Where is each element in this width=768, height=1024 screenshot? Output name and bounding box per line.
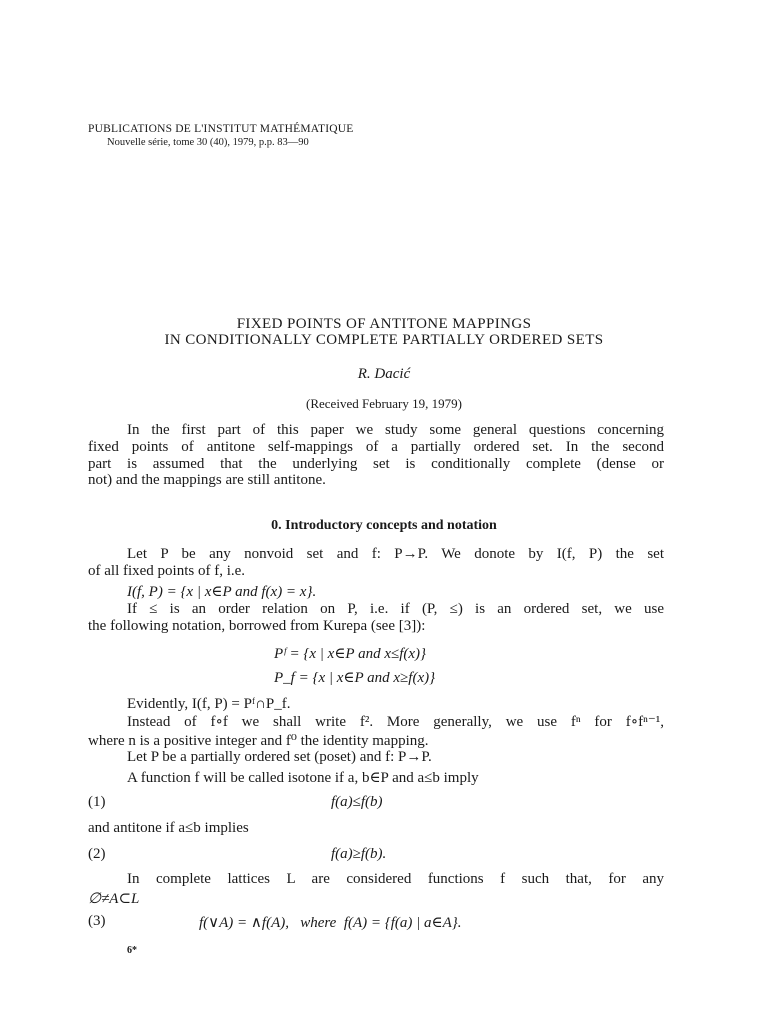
body-line-9: Let P be a partially ordered set (poset) and f: P→P. bbox=[127, 749, 432, 765]
abstract-line-1: In the first part of this paper we study some general questions concerning bbox=[127, 422, 664, 438]
body-line-6: Evidently, I(f, P) = Pᶠ∩P_f. bbox=[127, 696, 291, 712]
body-line-8: where n is a positive integer and f⁰ the identity mapping. bbox=[88, 733, 429, 749]
journal-name: PUBLICATIONS DE L'INSTITUT MATHÉMATIQUE bbox=[88, 123, 354, 135]
equation-number-3: (3) bbox=[88, 913, 106, 929]
paper-title-line-1: FIXED POINTS OF ANTITONE MAPPINGS bbox=[236, 316, 532, 332]
body-line-1: Let P be any nonvoid set and f: P→P. We donote by I(f, P) the set bbox=[127, 546, 664, 562]
equation-isotone: f(a)≤f(b) bbox=[331, 794, 383, 810]
section-heading: 0. Introductory concepts and notation bbox=[271, 518, 497, 533]
abstract-line-4: not) and the mappings are still antitone. bbox=[88, 472, 326, 488]
body-line-12: In complete lattices L are considered functions f such that, for any bbox=[127, 871, 664, 887]
abstract-line-2: fixed points of antitone self-mappings of a partially ordered set. In the second bbox=[88, 439, 664, 455]
body-line-11: and antitone if a≤b implies bbox=[88, 820, 249, 836]
paper-title-line-2: IN CONDITIONALLY COMPLETE PARTIALLY ORDERED SETS bbox=[164, 332, 604, 348]
equation-number-1: (1) bbox=[88, 794, 106, 810]
abstract-line-3: part is assumed that the underlying set is conditionally complete (dense or bbox=[88, 456, 664, 472]
equation-p-upper: Pᶠ = {x | x∈P and x≤f(x)} bbox=[274, 646, 427, 662]
body-line-10: A function f will be called isotone if a, b∈P and a≤b imply bbox=[127, 770, 479, 786]
page-signature-mark: 6* bbox=[127, 945, 137, 956]
body-line-13: ∅≠A⊂L bbox=[88, 891, 140, 907]
author: R. Dacić bbox=[357, 366, 411, 382]
equation-complete-lattice: f(∨A) = ∧f(A), where f(A) = {f(a) | a∈A}. bbox=[199, 915, 462, 931]
equation-number-2: (2) bbox=[88, 846, 106, 862]
equation-antitone: f(a)≥f(b). bbox=[331, 846, 387, 862]
equation-p-lower: P_f = {x | x∈P and x≥f(x)} bbox=[274, 670, 436, 686]
body-line-4: If ≤ is an order relation on P, i.e. if (P, ≤) is an ordered set, we use bbox=[127, 601, 664, 617]
body-line-7: Instead of f∘f we shall write f². More generally, we use fⁿ for f∘fⁿ⁻¹, bbox=[127, 714, 664, 730]
received-date: (Received February 19, 1979) bbox=[306, 396, 462, 411]
body-line-5: the following notation, borrowed from Kurepa (see [3]): bbox=[88, 618, 426, 634]
journal-series: Nouvelle série, tome 30 (40), 1979, p.p. 83—90 bbox=[107, 137, 309, 148]
fixed-point-definition: I(f, P) = {x | x∈P and f(x) = x}. bbox=[127, 584, 317, 600]
body-line-2: of all fixed points of f, i.e. bbox=[88, 563, 246, 579]
